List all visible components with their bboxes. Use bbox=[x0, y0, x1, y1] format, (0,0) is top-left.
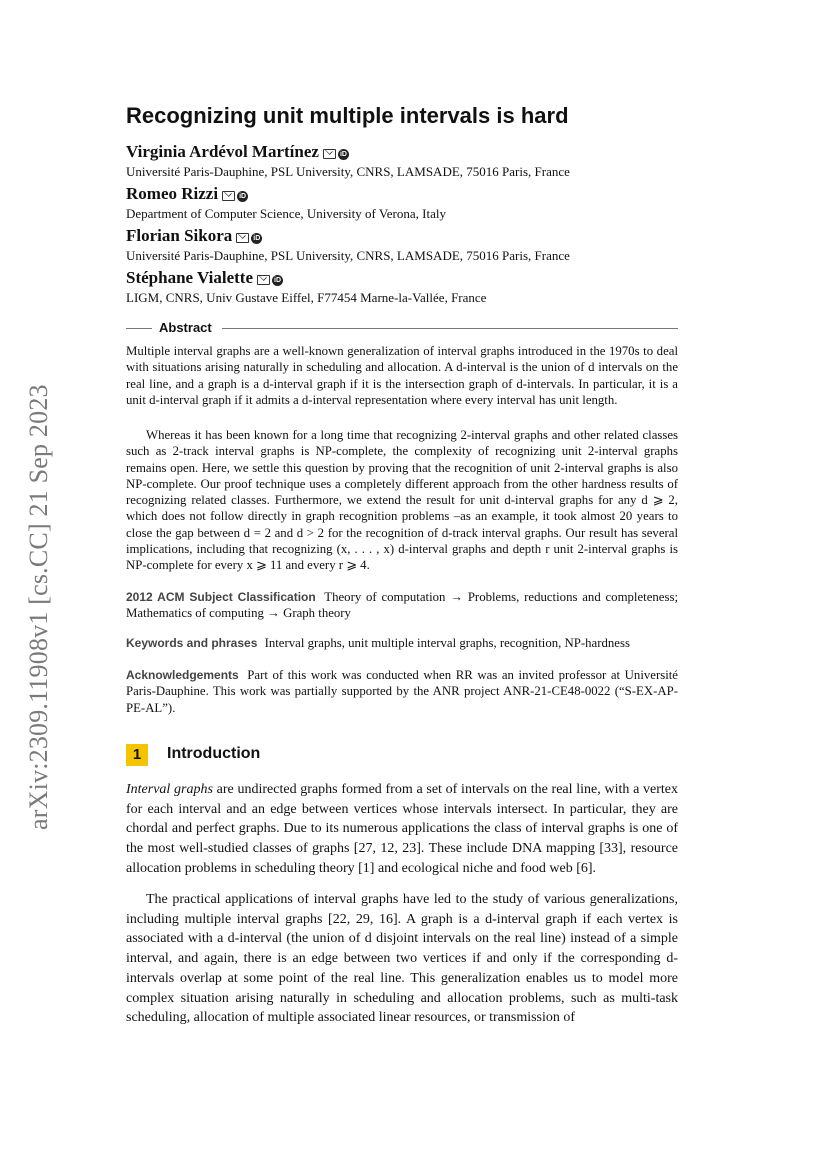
orcid-icon[interactable]: iD bbox=[239, 192, 247, 200]
author-name-4: Stéphane Vialette iD bbox=[126, 268, 282, 287]
mail-icon[interactable] bbox=[222, 191, 235, 201]
keywords bbox=[126, 635, 678, 651]
mail-icon[interactable] bbox=[323, 149, 336, 159]
paper-title: Recognizing unit multiple intervals is hard bbox=[126, 103, 569, 128]
keywords-text: Interval graphs, unit multiple interval graphs, recognition, NP-hardness bbox=[264, 636, 630, 650]
abstract-paragraph-2: Whereas it has been known for a long time that recognizing 2-interval graphs and other related classes such as 2-track interval graphs is NP-complete, the complexity of recognizing unit 2-interval graphs remains open. Here, we settle this question by proving that the recognition of unit 2-interval graphs is also NP-complete. Our proof technique uses a completely different approach from the other hardness results of recognizing related classes. Furthermore, we extend the result for unit d-interval graphs for any d ⩾ 2, which does not follow directly in graph recognition problems –as an example, it took almost 20 years to close the gap between d = 2 and d > 2 for the recognition of d-track interval graphs. Our result has several implications, including that recognizing (x, . . . , x) d-interval graphs and depth r unit 2-interval graphs is NP-complete for every x ⩾ 11 and every r ⩾ 4. bbox=[126, 428, 678, 573]
arxiv-identifier: arXiv:2309.11908v1 [cs.CC] 21 Sep 2023 bbox=[24, 384, 53, 830]
author-name-2: Romeo Rizzi iD bbox=[126, 184, 247, 203]
author-name-1: Virginia Ardévol Martínez iD bbox=[126, 142, 347, 161]
section-number: 1 bbox=[126, 744, 148, 766]
introduction-lead-term: Interval graphs bbox=[126, 782, 213, 797]
abstract-paragraph-1: Multiple interval graphs are a well-known generalization of interval graphs introduced in the 1970s to deal with situations arising naturally in scheduling and allocation. A d-interval is the union of d intervals on the real line, and a graph is a d-interval graph if it is the intersection graph of d-intervals. In particular, it is a unit d-interval graph if it admits a d-interval representation where every interval has unit length. bbox=[126, 344, 678, 407]
acm-classification bbox=[126, 589, 678, 622]
abstract-heading: Abstract bbox=[159, 320, 212, 335]
author-affiliation-1: Université Paris-Dauphine, PSL University, CNRS, LAMSADE, 75016 Paris, France bbox=[126, 164, 570, 179]
orcid-icon[interactable]: iD bbox=[253, 234, 261, 242]
acknowledgements-label: Acknowledgements bbox=[126, 668, 239, 682]
abstract-rule-right bbox=[222, 328, 678, 329]
acm-classification-text: Theory of computation → Problems, reductions and completeness; Mathematics of computing → Graph theory bbox=[126, 590, 678, 621]
orcid-icon[interactable]: iD bbox=[339, 150, 347, 158]
abstract-rule-left bbox=[126, 328, 152, 329]
mail-icon[interactable] bbox=[257, 275, 270, 285]
author-affiliation-4: LIGM, CNRS, Univ Gustave Eiffel, F77454 Marne-la-Vallée, France bbox=[126, 290, 487, 305]
acknowledgements bbox=[126, 667, 678, 716]
author-affiliation-3: Université Paris-Dauphine, PSL University, CNRS, LAMSADE, 75016 Paris, France bbox=[126, 248, 570, 263]
introduction-paragraph-1 bbox=[126, 780, 678, 879]
keywords-label: Keywords and phrases bbox=[126, 636, 258, 650]
section-title: Introduction bbox=[167, 745, 261, 762]
author-name-3: Florian Sikora iD bbox=[126, 226, 261, 245]
author-affiliation-2: Department of Computer Science, University of Verona, Italy bbox=[126, 206, 446, 221]
acknowledgements-text: Part of this work was conducted when RR was an invited professor at Université Paris-Dauphine. This work was partially supported by the ANR project ANR-21-CE48-0022 (“S-EX-AP-PE-AL”). bbox=[126, 668, 678, 715]
acm-classification-label: 2012 ACM Subject Classification bbox=[126, 590, 316, 604]
introduction-paragraph-2: The practical applications of interval graphs have led to the study of various generalizations, including multiple interval graphs [22, 29, 16]. A graph is a d-interval graph if each vertex is associated with a d-interval (the union of d disjoint intervals on the real line) instead of a simple interval, and again, there is an edge between two vertices if and only if the corresponding d-intervals overlap at some point of the real line. This generalization enables us to model more complex situation arising naturally in scheduling and allocation problems, such as multi-task scheduling, allocation of multiple associated linear resources, or transmission of bbox=[126, 892, 678, 1026]
mail-icon[interactable] bbox=[236, 233, 249, 243]
introduction-paragraph-1-text: are undirected graphs formed from a set of intervals on the real line, with a vertex for each interval and an edge between vertices whose intervals intersect. In particular, they are chordal and perfect graphs. Due to its numerous applications the class of interval graphs is one of the most well-studied classes of graphs [27, 12, 23]. These include DNA mapping [33], resource allocation problems in scheduling theory [1] and ecological niche and food web [6]. bbox=[126, 782, 679, 876]
orcid-icon[interactable]: iD bbox=[274, 276, 282, 284]
